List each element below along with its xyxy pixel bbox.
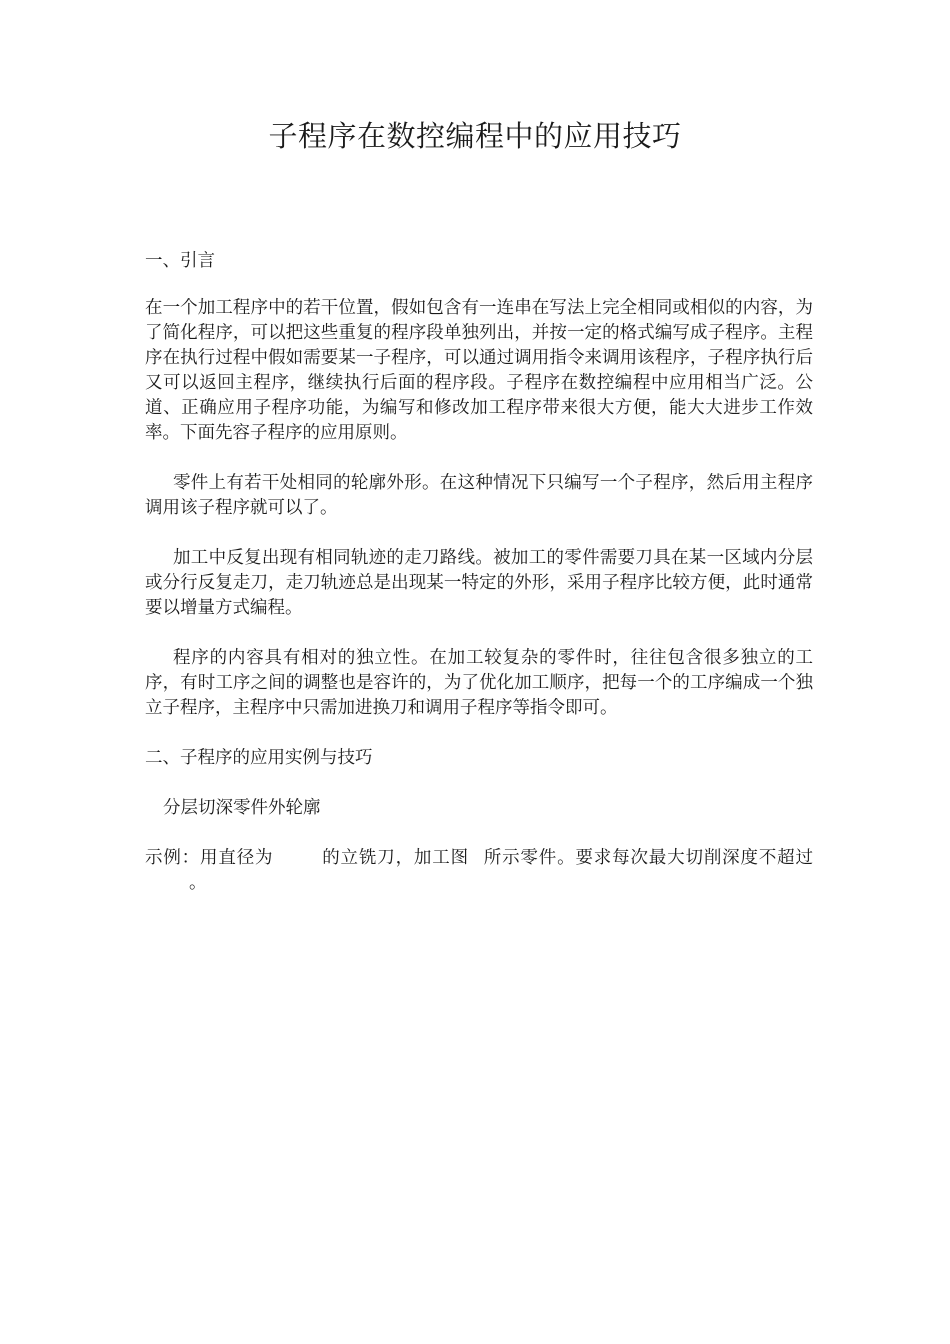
section-heading-introduction: 一、引言	[145, 251, 215, 271]
paragraph-example	[145, 846, 813, 896]
example-text-2: 的立铣刀，加工图	[321, 848, 469, 868]
paragraph-introduction: 在一个加工程序中的若干位置，假如包含有一连串在写法上完全相同或相似的内容，为了简化程序，可以把这些重复的程序段单独列出，并按一定的格式编写成子程序。主程序在执行过程中假如需要某一子程序，可以通过调用指令来调用该程序，子程序执行后又可以返回主程序，继续执行后面的程序段。子程序在数控编程中应用相当广泛。公道、正确应用子程序功能，为编写和修改加工程序带来很大方便，能大大进步工作效率。下面先容子程序的应用原则。	[145, 298, 813, 443]
document-title: 子程序在数控编程中的应用技巧	[268, 119, 682, 153]
section-heading-examples: 二、子程序的应用实例与技巧	[145, 748, 373, 768]
example-text-4: 。	[189, 873, 207, 893]
paragraph-principle-3: 程序的内容具有相对的独立性。在加工较复杂的零件时，往往包含很多独立的工序，有时工序之间的调整也是容许的，为了优化加工顺序，把每一个的工序编成一个独立子程序，主程序中只需加进换刀和调用子程序等指令即可。	[145, 648, 813, 718]
paragraph-principle-2: 加工中反复出现有相同轨迹的走刀路线。被加工的零件需要刀具在某一区域内分层或分行反复走刀，走刀轨迹总是出现某一特定的外形，采用子程序比较方便，此时通常要以增量方式编程。	[145, 548, 813, 618]
example-text-1: 示例：用直径为	[145, 848, 274, 868]
example-text-3: 所示零件。要求每次最大切削深度不超过	[482, 848, 814, 868]
paragraph-principle-1: 零件上有若干处相同的轮廓外形。在这种情况下只编写一个子程序，然后用主程序调用该子程序就可以了。	[145, 473, 813, 518]
subheading-layered-cutting: 分层切深零件外轮廓	[163, 798, 321, 818]
